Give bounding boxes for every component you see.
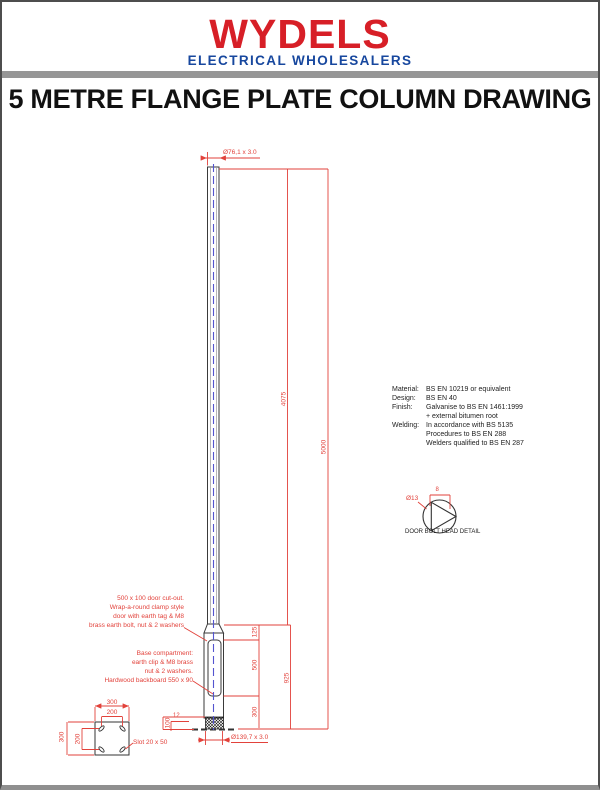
dim-overall-height: 5000 xyxy=(320,439,328,455)
dim-door-height: 500 xyxy=(251,659,258,671)
dim-top-diameter: Ø76,1 x 3.0 xyxy=(223,149,257,156)
dim-plate-thickness: 12 xyxy=(173,713,180,719)
spec-value: Galvanise to BS EN 1461:1999 xyxy=(426,404,523,411)
spec-value: Procedures to BS EN 288 xyxy=(426,431,507,438)
bolt-diameter-label: Ø13 xyxy=(406,495,419,502)
specifications xyxy=(392,385,524,448)
annotation-line: nut & 2 washers. xyxy=(144,668,193,675)
spec-value: Welders qualified to BS EN 287 xyxy=(426,440,524,447)
spec-value: BS EN 10219 or equivalent xyxy=(426,386,511,393)
dim-flange-height: 100 xyxy=(164,717,171,729)
spec-value: In accordance with BS 5135 xyxy=(426,422,514,429)
plate-height-label: 300 xyxy=(58,731,66,742)
bolt-head-width-label: 8 xyxy=(435,487,439,493)
spec-finish xyxy=(392,403,524,421)
dim-door-offset: 125 xyxy=(251,626,258,638)
dim-door-to-ground: 300 xyxy=(251,706,258,718)
dim-base-section: 925 xyxy=(283,672,290,684)
spec-value: BS EN 40 xyxy=(426,395,457,402)
annotation-line: door with earth tag & M8 xyxy=(113,613,184,620)
annotation-line: Base compartment: xyxy=(136,650,193,657)
spec-label: Finish: xyxy=(392,404,413,411)
bolt-detail-caption: DOOR BOLT HEAD DETAIL xyxy=(405,529,481,535)
spec-label: Welding: xyxy=(392,422,420,429)
spec-design xyxy=(392,394,524,403)
logo-subtitle: ELECTRICAL WHOLESALERS xyxy=(187,53,413,68)
slot-size-label: Slot 20 x 50 xyxy=(133,739,168,746)
spec-welding xyxy=(392,421,524,448)
annotation-line: earth clip & M8 brass xyxy=(131,659,193,666)
dim-shaft-height: 4075 xyxy=(280,391,287,407)
annotation-line: brass earth bolt, nut & 2 washers xyxy=(88,622,184,629)
annotation-line: Hardwood backboard 550 x 90 xyxy=(104,677,193,684)
door-cutout-annotation xyxy=(72,594,184,630)
annotation-line: 500 x 100 door cut-out. xyxy=(117,595,184,602)
dim-base-diameter: Ø139,7 x 3.0 xyxy=(231,734,269,741)
page-title: 5 METRE FLANGE PLATE COLUMN DRAWING xyxy=(8,84,592,114)
spec-label: Material: xyxy=(392,386,419,393)
plate-bolt-spacing-v-label: 200 xyxy=(74,733,81,745)
plate-bolt-spacing-label: 200 xyxy=(106,709,118,716)
spec-label: Design: xyxy=(392,395,416,402)
spec-value: + external bitumen root xyxy=(426,413,498,420)
door-cutout-outline xyxy=(208,640,221,696)
annotation-line: Wrap-a-round clamp style xyxy=(109,604,184,611)
plate-width-label: 300 xyxy=(106,698,118,706)
logo-wordmark: WYDELS xyxy=(209,11,391,57)
flange-plate-hatch xyxy=(206,717,224,729)
bolt-head-detail xyxy=(418,495,456,533)
spec-material xyxy=(392,385,524,394)
base-compartment-annotation xyxy=(80,649,193,685)
column-outline xyxy=(192,164,237,730)
